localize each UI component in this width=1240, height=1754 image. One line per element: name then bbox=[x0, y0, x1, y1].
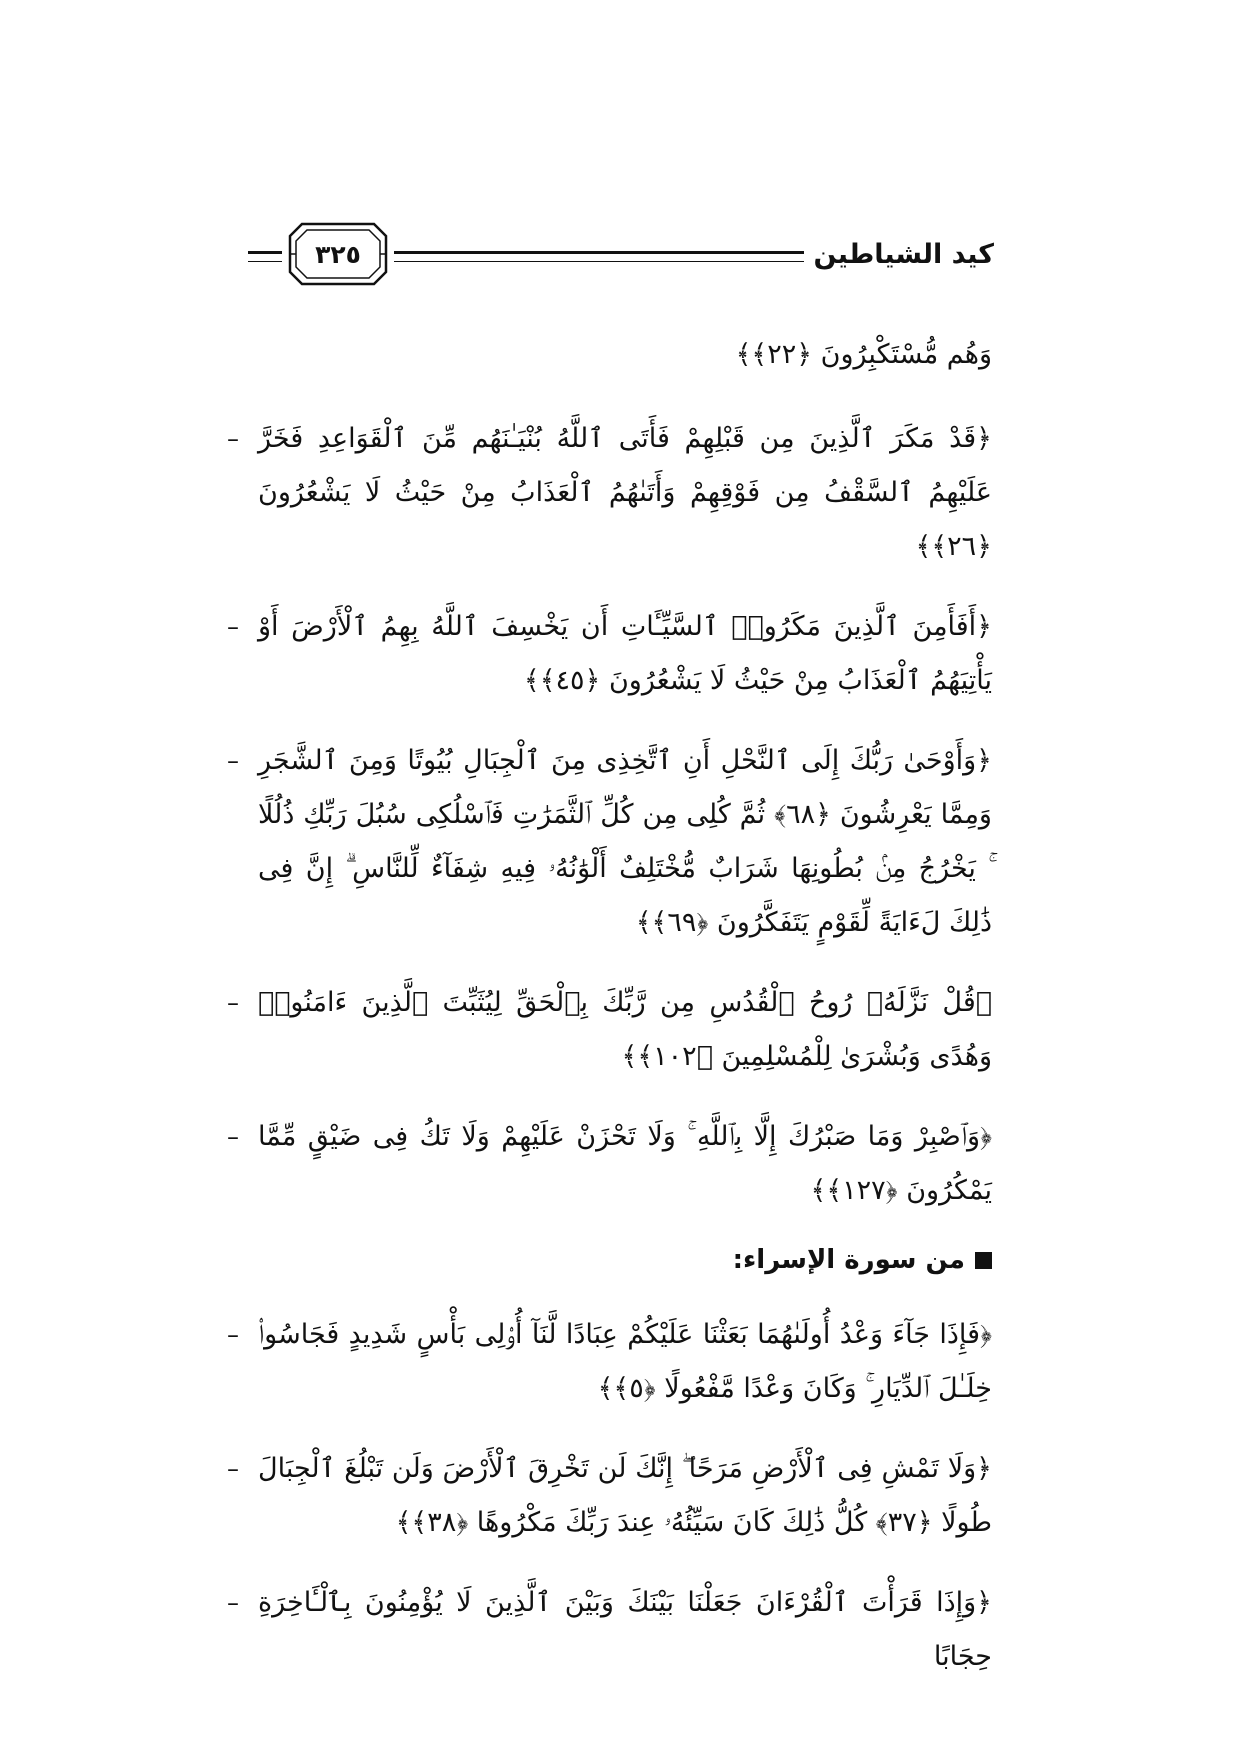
verse-text: ﴿قُلْ نَزَّلَهُۥ رُوحُ ٱلْقُدُسِ مِن رَّبِّكَ بِٱلْحَقِّ لِيُثَبِّتَ ٱلَّذِينَ ءَامَنُوا۟ وَهُدًى وَبُشْرَىٰ لِلْمُسْلِمِينَ ﴿١٠٢﴾﴾ bbox=[258, 987, 992, 1072]
verse-text: ﴿فَإِذَا جَآءَ وَعْدُ أُولَىٰهُمَا بَعَثْنَا عَلَيْكُمْ عِبَادًا لَّنَآ أُو۟لِى بَأْسٍ شَدِيدٍ فَجَاسُوا۟ خِلَـٰلَ ٱلدِّيَارِ ۚ وَكَانَ وَعْدًا مَّفْعُولًا ﴿٥﴾﴾ bbox=[258, 1319, 992, 1404]
dash-bullet: – bbox=[227, 1589, 239, 1617]
list-item bbox=[208, 1110, 998, 1218]
verse-text: ﴿وَٱصْبِرْ وَمَا صَبْرُكَ إِلَّا بِٱللَّهِ ۚ وَلَا تَحْزَنْ عَلَيْهِمْ وَلَا تَكُ فِى ضَيْقٍ مِّمَّا يَمْكُرُونَ ﴿١٢٧﴾﴾ bbox=[258, 1121, 992, 1206]
section-heading-text: من سورة الإسراء: bbox=[732, 1245, 965, 1275]
square-bullet-icon bbox=[975, 1252, 992, 1269]
dash-bullet: – bbox=[227, 613, 239, 641]
dash-bullet: – bbox=[227, 747, 239, 775]
list-item bbox=[208, 734, 998, 950]
dash-bullet: – bbox=[227, 1455, 239, 1483]
list-item bbox=[208, 976, 998, 1084]
page-header bbox=[248, 220, 994, 288]
list-item bbox=[208, 600, 998, 708]
header-rule bbox=[394, 251, 804, 262]
section-heading bbox=[208, 1240, 998, 1280]
verse-text: ﴿وَلَا تَمْشِ فِى ٱلْأَرْضِ مَرَحًا ۖ إِنَّكَ لَن تَخْرِقَ ٱلْأَرْضَ وَلَن تَبْلُغَ ٱلْجِبَالَ طُولًا ﴿٣٧﴾ كُلُّ ذَٰلِكَ كَانَ سَيِّئُهُۥ عِندَ رَبِّكَ مَكْرُوهًا ﴿٣٨﴾﴾ bbox=[258, 1453, 992, 1538]
page-content bbox=[208, 328, 998, 1710]
verse-text: ﴿أَفَأَمِنَ ٱلَّذِينَ مَكَرُوا۟ ٱلسَّيِّـَٔاتِ أَن يَخْسِفَ ٱللَّهُ بِهِمُ ٱلْأَرْضَ أَوْ يَأْتِيَهُمُ ٱلْعَذَابُ مِنْ حَيْثُ لَا يَشْعُرُونَ ﴿٤٥﴾﴾ bbox=[258, 611, 992, 696]
list-item bbox=[208, 1442, 998, 1550]
continued-verse: وَهُم مُّسْتَكْبِرُونَ ﴿٢٢﴾﴾ bbox=[735, 339, 992, 370]
header-rule-end bbox=[248, 251, 282, 262]
list-item bbox=[208, 1576, 998, 1684]
page-number: ٣٢٥ bbox=[315, 239, 361, 269]
verse-text: ﴿وَأَوْحَىٰ رَبُّكَ إِلَى ٱلنَّحْلِ أَنِ ٱتَّخِذِى مِنَ ٱلْجِبَالِ بُيُوتًا وَمِنَ ٱلشَّجَرِ وَمِمَّا يَعْرِشُونَ ﴿٦٨﴾ ثُمَّ كُلِى مِن كُلِّ ٱلثَّمَرَٰتِ فَٱسْلُكِى سُبُلَ رَبِّكِ ذُلُلًا ۚ يَخْرُجُ مِنۢ بُطُونِهَا شَرَابٌ مُّخْتَلِفٌ أَلْوَٰنُهُۥ فِيهِ شِفَآءٌ لِّلنَّاسِ ۗ إِنَّ فِى ذَٰلِكَ لَءَايَةً لِّقَوْمٍ يَتَفَكَّرُونَ ﴿٦٩﴾﴾ bbox=[258, 745, 992, 938]
list-item bbox=[208, 412, 998, 574]
list-item bbox=[208, 1308, 998, 1416]
running-title: كيد الشياطين bbox=[813, 238, 994, 270]
verse-text: ﴿وَإِذَا قَرَأْتَ ٱلْقُرْءَانَ جَعَلْنَا بَيْنَكَ وَبَيْنَ ٱلَّذِينَ لَا يُؤْمِنُونَ بِٱلْـَٔاخِرَةِ حِجَابًا bbox=[258, 1587, 992, 1672]
dash-bullet: – bbox=[227, 1321, 239, 1349]
dash-bullet: – bbox=[227, 1123, 239, 1151]
dash-bullet: – bbox=[227, 989, 239, 1017]
verse-text: ﴿قَدْ مَكَرَ ٱلَّذِينَ مِن قَبْلِهِمْ فَأَتَى ٱللَّهُ بُنْيَـٰنَهُم مِّنَ ٱلْقَوَاعِدِ فَخَرَّ عَلَيْهِمُ ٱلسَّقْفُ مِن فَوْقِهِمْ وَأَتَىٰهُمُ ٱلْعَذَابُ مِنْ حَيْثُ لَا يَشْعُرُونَ ﴿٢٦﴾﴾ bbox=[258, 423, 992, 562]
dash-bullet: – bbox=[227, 425, 239, 453]
page-number-frame bbox=[286, 220, 390, 288]
